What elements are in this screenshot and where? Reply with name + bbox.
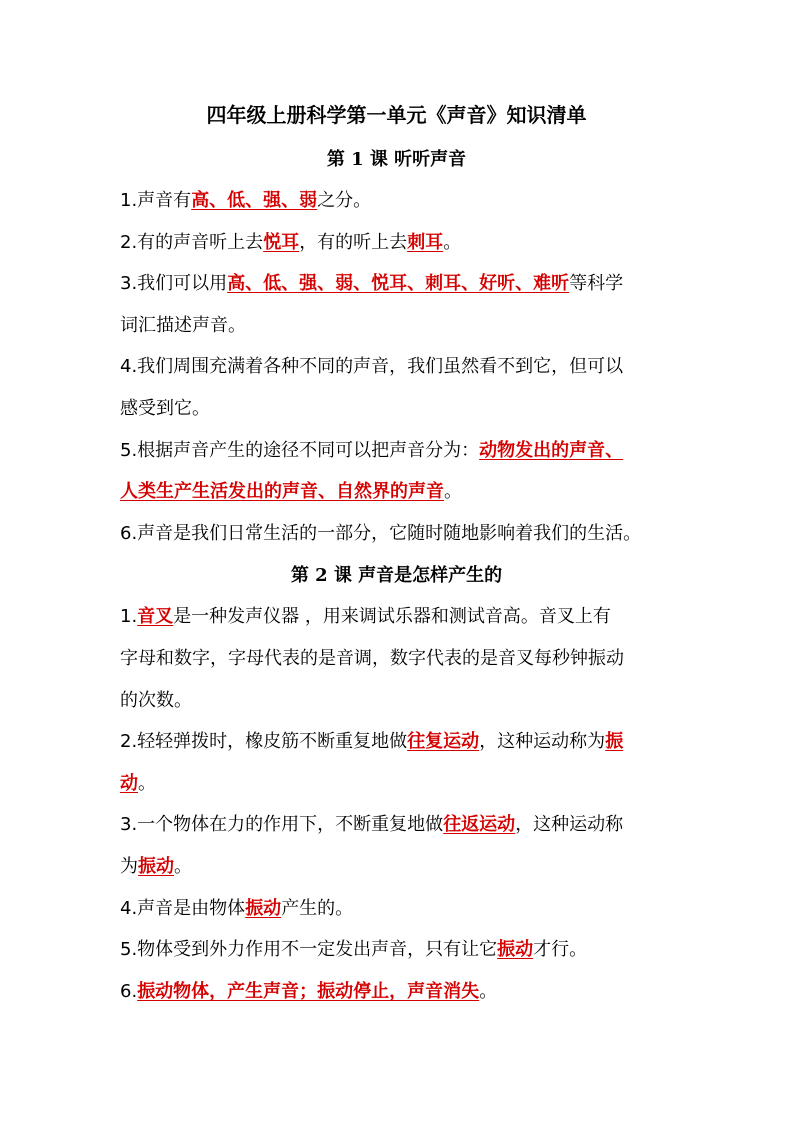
lesson2-item-6 — [120, 979, 497, 1005]
text: ，有的听上去 — [299, 232, 408, 253]
text: 6.声音是我们日常生活的一部分，它随时随地影响着我们的生活。 — [120, 523, 642, 544]
lesson1-item-3-cont — [120, 313, 246, 339]
highlight: 振动 — [138, 856, 174, 877]
lesson2-item-1-cont2 — [120, 688, 192, 714]
document-title: 四年级上册科学第一单元《声音》知识清单 — [206, 103, 587, 127]
text: 2.有的声音听上去 — [120, 232, 264, 253]
text: 才行。 — [533, 939, 588, 960]
highlight: 往返运动 — [443, 814, 516, 835]
text: 。 — [443, 232, 462, 253]
text: ，这种运动称 — [515, 814, 624, 835]
lesson1-item-4-cont — [120, 396, 210, 422]
text: 。 — [444, 481, 462, 502]
highlight: 高、低、强、弱 — [191, 190, 318, 211]
highlight: 振动 — [245, 898, 282, 919]
highlight: 悦耳 — [263, 232, 300, 253]
text: 的次数。 — [120, 690, 192, 711]
text: 之分。 — [317, 190, 372, 211]
text: 字母和数字，字母代表的是音调，数字代表的是音叉每秒钟振动 — [120, 648, 624, 669]
text: 6. — [120, 981, 138, 1002]
lesson1-item-5-cont — [120, 479, 462, 505]
text: 4.我们周围充满着各种不同的声音，我们虽然看不到它，但可以 — [120, 356, 624, 377]
text: 词汇描述声音。 — [120, 315, 246, 336]
text: 是一种发声仪器 ，用来调试乐器和测试音高。音叉上有 — [173, 606, 611, 627]
lesson2-item-4 — [120, 896, 353, 922]
text: 1.声音有 — [120, 190, 192, 211]
text: 3.我们可以用 — [120, 273, 228, 294]
lesson1-item-1 — [120, 188, 371, 214]
lesson1-item-6 — [120, 521, 641, 547]
lesson2-item-2-cont — [120, 771, 156, 797]
lesson-1-heading: 第 1 课 听听声音 — [326, 149, 467, 170]
text: 产生的。 — [281, 898, 354, 919]
highlight: 人类生产生活发出的声音、自然界的声音 — [120, 481, 444, 502]
lesson2-item-1-cont — [120, 646, 624, 672]
lesson1-item-3 — [120, 271, 623, 297]
highlight: 动 — [120, 773, 138, 794]
text: ，这种运动称为 — [479, 731, 606, 752]
highlight: 动物发出的声音、 — [479, 440, 624, 461]
highlight: 往复运动 — [407, 731, 480, 752]
lesson1-item-4 — [120, 354, 623, 380]
text: 5.根据声音产生的途径不同可以把声音分为： — [120, 440, 480, 461]
lesson-2-heading: 第 2 课 声音是怎样产生的 — [290, 565, 503, 586]
highlight: 振动 — [497, 939, 534, 960]
text: 。 — [174, 856, 192, 877]
text: 感受到它。 — [120, 398, 210, 419]
text: 2.轻轻弹拨时，橡皮筋不断重复地做 — [120, 731, 408, 752]
text: 1. — [120, 606, 138, 627]
text: 3.一个物体在力的作用下，不断重复地做 — [120, 814, 444, 835]
lesson2-item-5 — [120, 937, 587, 963]
lesson2-item-3-cont — [120, 854, 192, 880]
text: 5.物体受到外力作用不一定发出声音，只有让它 — [120, 939, 498, 960]
highlight: 高、低、强、弱、悦耳、刺耳、好听、难听 — [227, 273, 570, 294]
text: 。 — [479, 981, 498, 1002]
lesson2-item-2 — [120, 729, 623, 755]
lesson1-item-5 — [120, 438, 623, 464]
text: 等科学 — [569, 273, 624, 294]
text: 4.声音是由物体 — [120, 898, 246, 919]
highlight: 振 — [605, 731, 624, 752]
text: 为 — [120, 856, 138, 877]
lesson2-item-3 — [120, 812, 623, 838]
highlight: 刺耳 — [407, 232, 444, 253]
lesson2-item-1 — [120, 604, 611, 630]
lesson1-item-2 — [120, 230, 461, 256]
highlight: 振动物体，产生声音；振动停止，声音消失 — [137, 981, 480, 1002]
text: 。 — [138, 773, 156, 794]
highlight: 音叉 — [137, 606, 174, 627]
